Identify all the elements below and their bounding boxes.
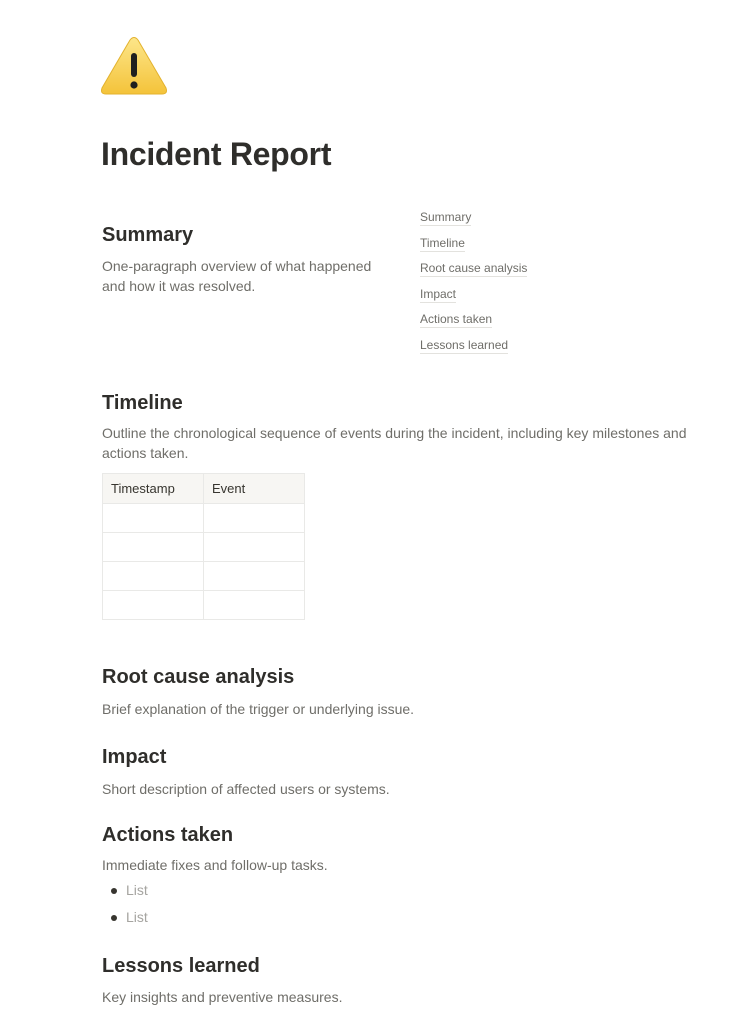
table-of-contents [420, 209, 620, 362]
toc-item-label: Lessons learned [420, 337, 509, 352]
toc-item-impact[interactable] [420, 286, 620, 312]
toc-item-actions[interactable] [420, 311, 620, 337]
page-title[interactable]: Incident Report [101, 136, 332, 172]
table-cell[interactable] [204, 562, 305, 591]
root-cause-text[interactable]: Brief explanation of the trigger or underlying issue. [102, 701, 415, 717]
toc-item-root-cause[interactable] [420, 260, 620, 286]
table-row [103, 533, 305, 562]
toc-item-label: Timeline [420, 235, 465, 250]
toc-item-label: Impact [420, 286, 457, 301]
actions-bullet-list [102, 879, 148, 933]
summary-section [102, 222, 392, 296]
table-cell[interactable] [204, 533, 305, 562]
summary-heading[interactable]: Summary [102, 224, 194, 246]
actions-heading[interactable]: Actions taken [102, 824, 234, 846]
table-row [103, 504, 305, 533]
lessons-text[interactable]: Key insights and preventive measures. [102, 989, 343, 1005]
impact-text[interactable]: Short description of affected users or systems. [102, 781, 390, 797]
toc-item-lessons[interactable] [420, 337, 620, 363]
table-row [103, 562, 305, 591]
table-cell[interactable] [103, 504, 204, 533]
lessons-section [102, 953, 692, 1007]
table-row [103, 591, 305, 620]
toc-item-label: Root cause analysis [420, 261, 528, 275]
table-cell[interactable] [204, 591, 305, 620]
list-item[interactable]: List [102, 906, 148, 933]
impact-section [102, 744, 692, 799]
warning-icon[interactable] [100, 36, 168, 96]
timeline-table [102, 473, 305, 620]
table-cell[interactable] [103, 591, 204, 620]
actions-text[interactable]: Immediate fixes and follow-up tasks. [102, 857, 328, 873]
toc-item-label: Actions taken [420, 312, 493, 326]
toc-item-timeline[interactable] [420, 235, 620, 261]
toc-item-label: Summary [420, 210, 472, 224]
impact-heading[interactable]: Impact [102, 746, 167, 768]
timeline-section [102, 390, 692, 463]
list-item[interactable]: List [102, 879, 148, 906]
table-header-row [103, 474, 305, 504]
root-cause-section [102, 664, 692, 719]
table-cell[interactable] [103, 562, 204, 591]
table-cell[interactable] [103, 533, 204, 562]
timeline-text[interactable]: Outline the chronological sequence of events during the incident, including key milestones and actions taken. [102, 425, 687, 461]
actions-section [102, 822, 692, 875]
table-cell[interactable] [204, 504, 305, 533]
table-header-timestamp[interactable]: Timestamp [103, 474, 204, 504]
timeline-heading[interactable]: Timeline [102, 392, 183, 414]
root-cause-heading[interactable]: Root cause analysis [102, 666, 295, 688]
toc-item-summary[interactable] [420, 209, 620, 235]
table-header-event[interactable]: Event [204, 474, 305, 504]
lessons-heading[interactable]: Lessons learned [102, 955, 260, 977]
summary-text[interactable]: One-paragraph overview of what happened and how it was resolved. [102, 258, 372, 294]
